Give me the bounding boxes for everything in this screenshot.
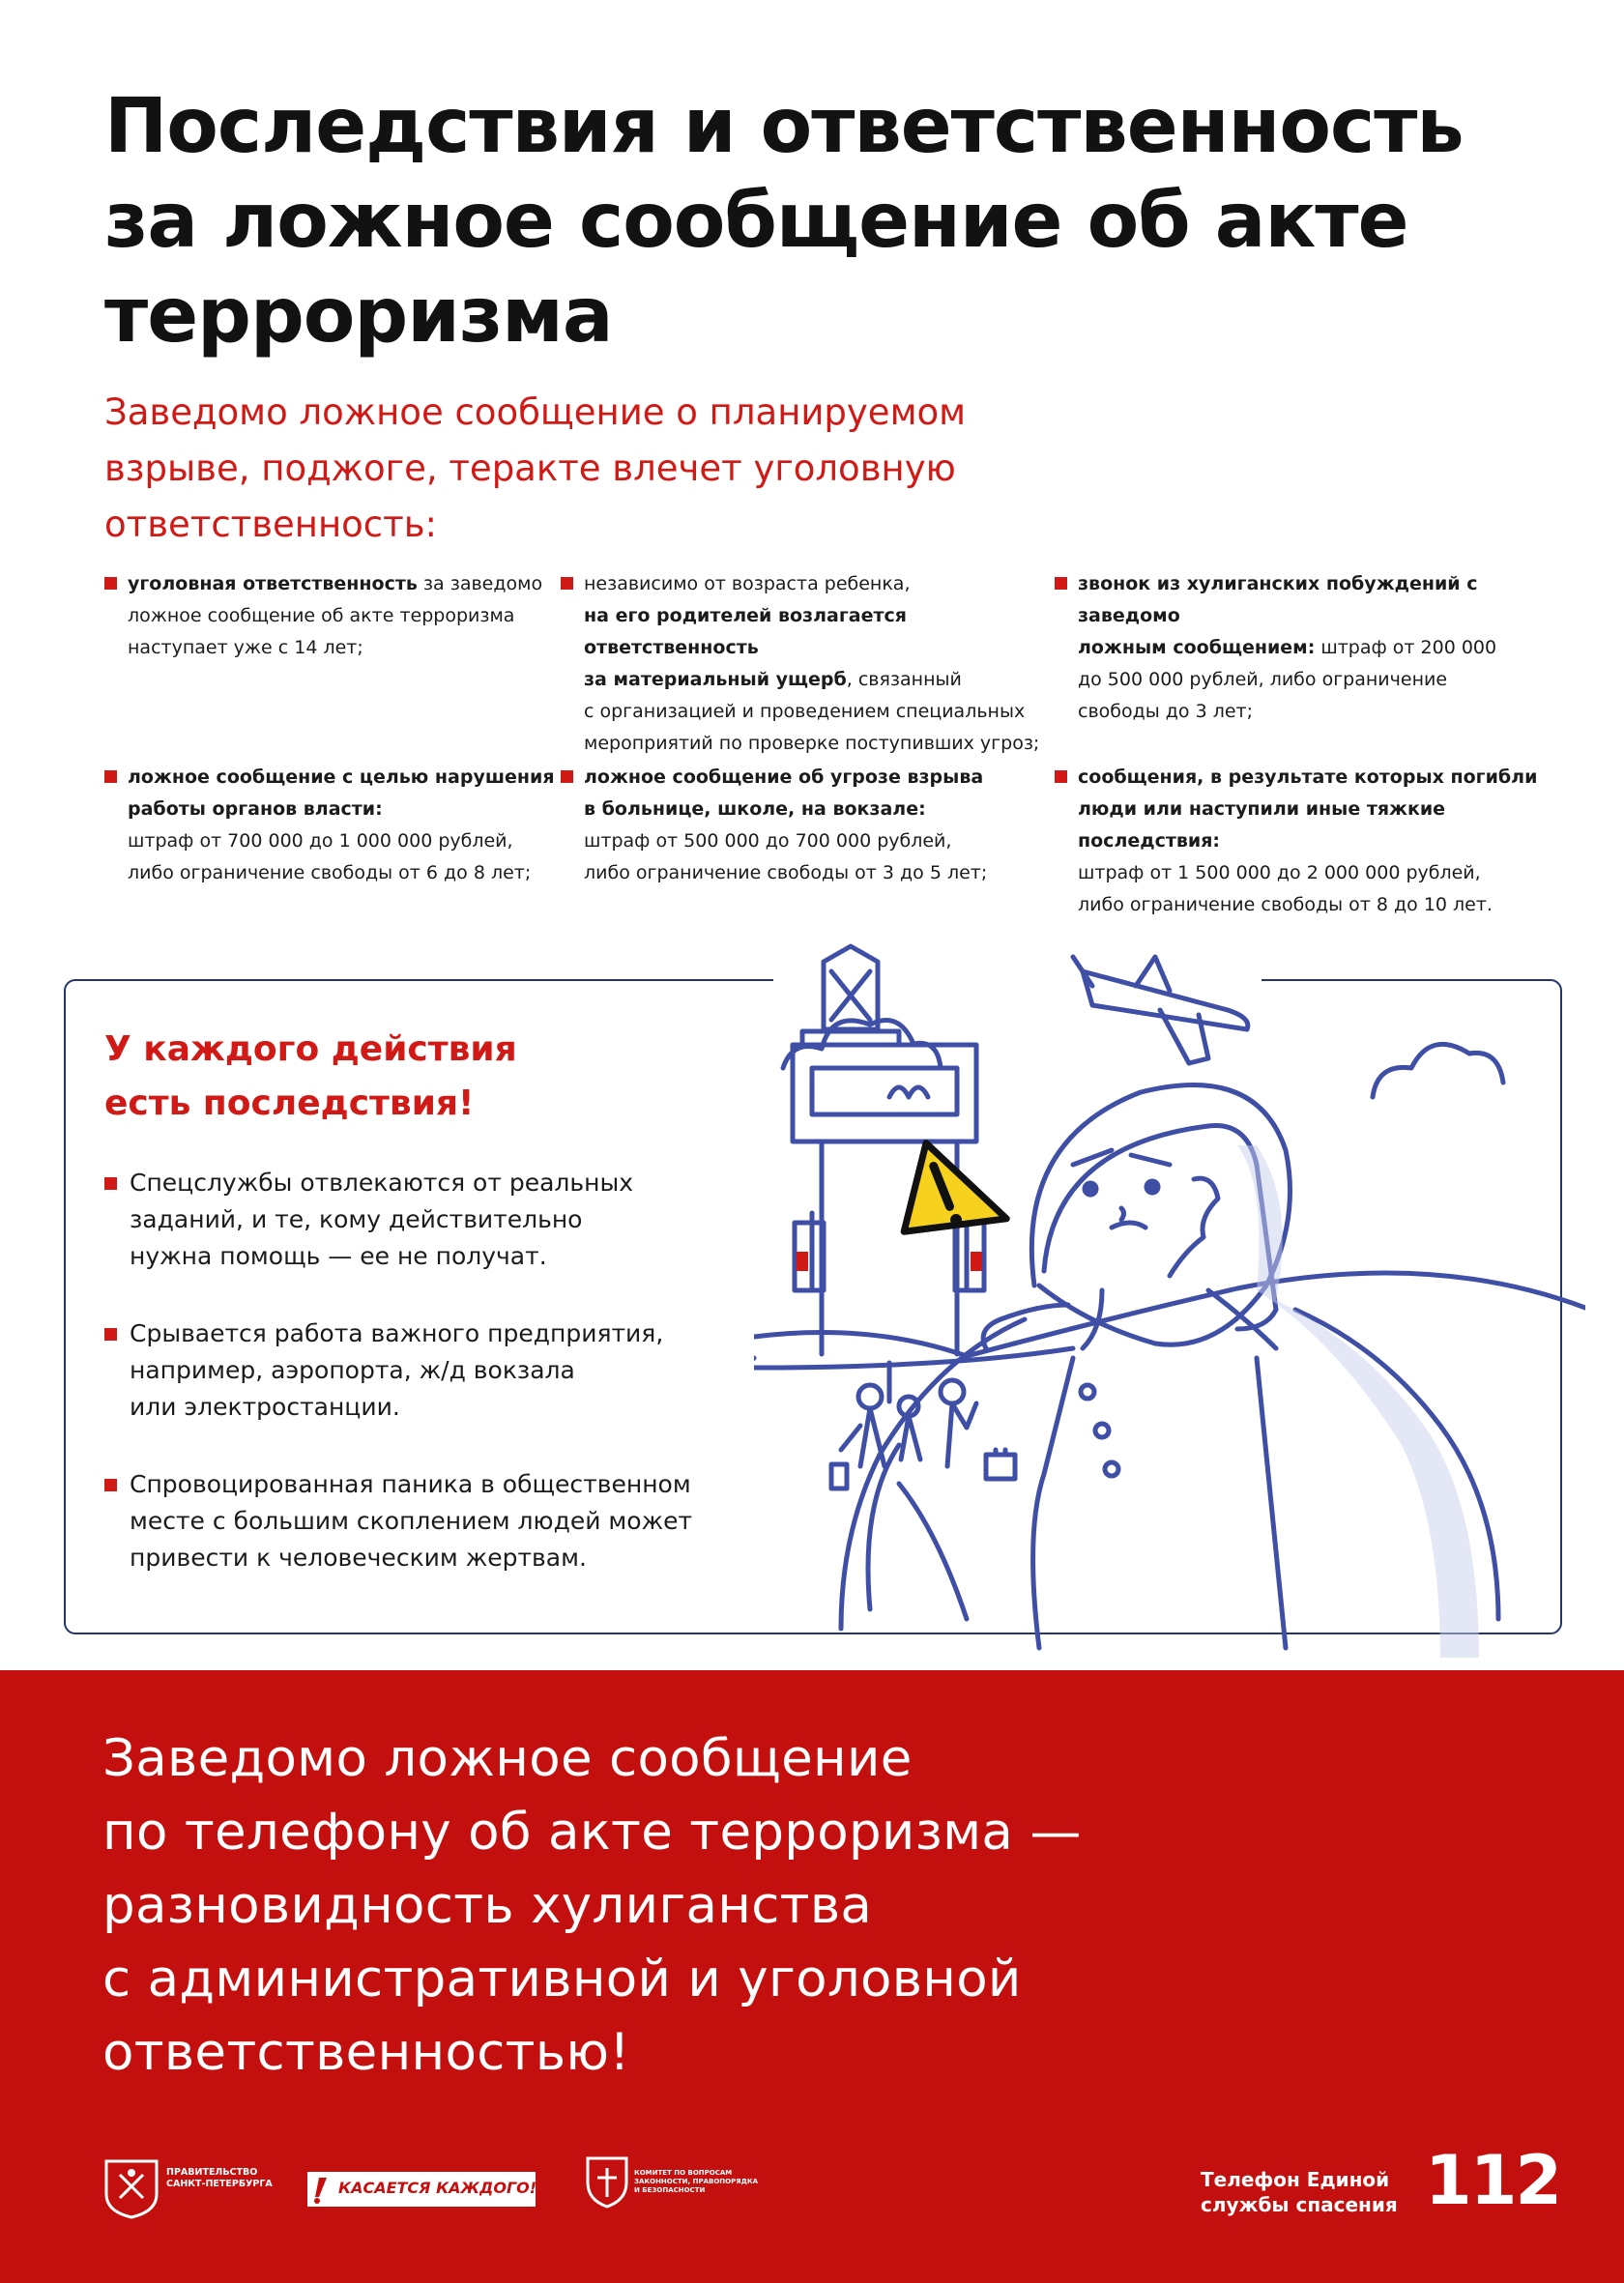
title-line: Последствия и ответственность bbox=[104, 83, 1464, 170]
campaign-label: КАСАЕТСЯ КАЖДОГО! bbox=[338, 2179, 537, 2197]
emergency-label: Телефон Единой службы спасения bbox=[1201, 2168, 1398, 2216]
bullet-marker bbox=[104, 1479, 117, 1491]
warning-icon bbox=[880, 1127, 1006, 1251]
bullet-marker bbox=[104, 770, 117, 783]
coat-of-arms-icon bbox=[102, 2157, 160, 2219]
bullet-marker bbox=[104, 1328, 117, 1341]
facts-grid bbox=[104, 568, 1554, 915]
title-line: за ложное сообщение об акте bbox=[104, 178, 1408, 265]
banner-line: разновидность хулиганства bbox=[102, 1876, 873, 1935]
consequence-item: Срывается работа важного предприятия, например, аэропорта, ж/д вокзала или электростанции. bbox=[104, 1315, 663, 1426]
lead-subtitle bbox=[104, 385, 1168, 553]
consequence-item: Спецслужбы отвлекаются от реальных заданий, и те, кому действительно нужна помощь — ее не получат. bbox=[104, 1165, 633, 1275]
fact-item: ложное сообщение об угрозе взрыва в больнице, школе, на вокзале: штраф от 500 000 до 700 000 рублей, либо ограничение свободы от 3 до 5 лет; bbox=[561, 762, 1063, 889]
bullet-marker bbox=[1055, 577, 1067, 590]
fact-item: ложное сообщение с целью нарушения работы органов власти: штраф от 700 000 до 1 000 000 рублей, либо ограничение свободы от 6 до 8 лет; bbox=[104, 762, 559, 889]
emergency-number: 112 bbox=[1425, 2141, 1561, 2220]
banner-statement bbox=[102, 1722, 1082, 2090]
committee-label: КОМИТЕТ ПО ВОПРОСАМ ЗАКОННОСТИ, ПРАВОПОРЯДКА И БЕЗОПАСНОСТИ bbox=[634, 2169, 758, 2194]
committee-shield-icon bbox=[583, 2153, 631, 2211]
consequence-item: Спровоцированная паника в общественном месте с большим скоплением людей может привести к человеческим жертвам. bbox=[104, 1466, 692, 1576]
gov-label: ПРАВИТЕЛЬСТВО САНКТ-ПЕТЕРБУРГА bbox=[166, 2167, 273, 2189]
fact-item: звонок из хулиганских побуждений с заведомо ложным сообщением: штраф от 200 000 до 500 000 рублей, либо ограничение свободы до 3 лет; bbox=[1055, 568, 1557, 728]
fact-item: сообщения, в результате которых погибли люди или наступили иные тяжкие последствия: штраф от 1 500 000 до 2 000 000 рублей, либо ограничение свободы от 8 до 10 лет. bbox=[1055, 762, 1557, 921]
airport-illustration bbox=[754, 904, 1585, 1677]
consequences-title-line: есть последствия! bbox=[104, 1084, 475, 1123]
bullet-marker bbox=[104, 1177, 117, 1190]
fact-item: независимо от возраста ребенка, на его родителей возлагается ответственность за материальный ущерб, связанный с организацией и проведением специальных мероприятий по проверке поступивших угроз; bbox=[561, 568, 1063, 760]
cloud-icon bbox=[1373, 1044, 1503, 1097]
lead-line: взрыве, поджоге, теракте влечет уголовную bbox=[104, 448, 956, 489]
bullet-marker bbox=[561, 577, 573, 590]
banner-line: с административной и уголовной bbox=[102, 1950, 1022, 2008]
page-title bbox=[104, 79, 1554, 363]
title-line: терроризма bbox=[104, 273, 613, 360]
bullet-marker bbox=[1055, 770, 1067, 783]
consequences-title bbox=[104, 1023, 517, 1131]
lead-line: Заведомо ложное сообщение о планируемом bbox=[104, 391, 967, 433]
airplane-icon bbox=[1073, 957, 1248, 1063]
bullet-marker bbox=[561, 770, 573, 783]
lead-line: ответственность: bbox=[104, 504, 437, 545]
banner-line: по телефону об акте терроризма — bbox=[102, 1803, 1082, 1862]
fact-item: уголовная ответственность за заведомо ложное сообщение об акте терроризма наступает уже с 14 лет; bbox=[104, 568, 559, 664]
control-tower bbox=[793, 946, 984, 1354]
banner-line: ответственностью! bbox=[102, 2023, 630, 2082]
banner-line: Заведомо ложное сообщение bbox=[102, 1729, 913, 1788]
bullet-marker bbox=[104, 577, 117, 590]
consequences-title-line: У каждого действия bbox=[104, 1029, 517, 1069]
